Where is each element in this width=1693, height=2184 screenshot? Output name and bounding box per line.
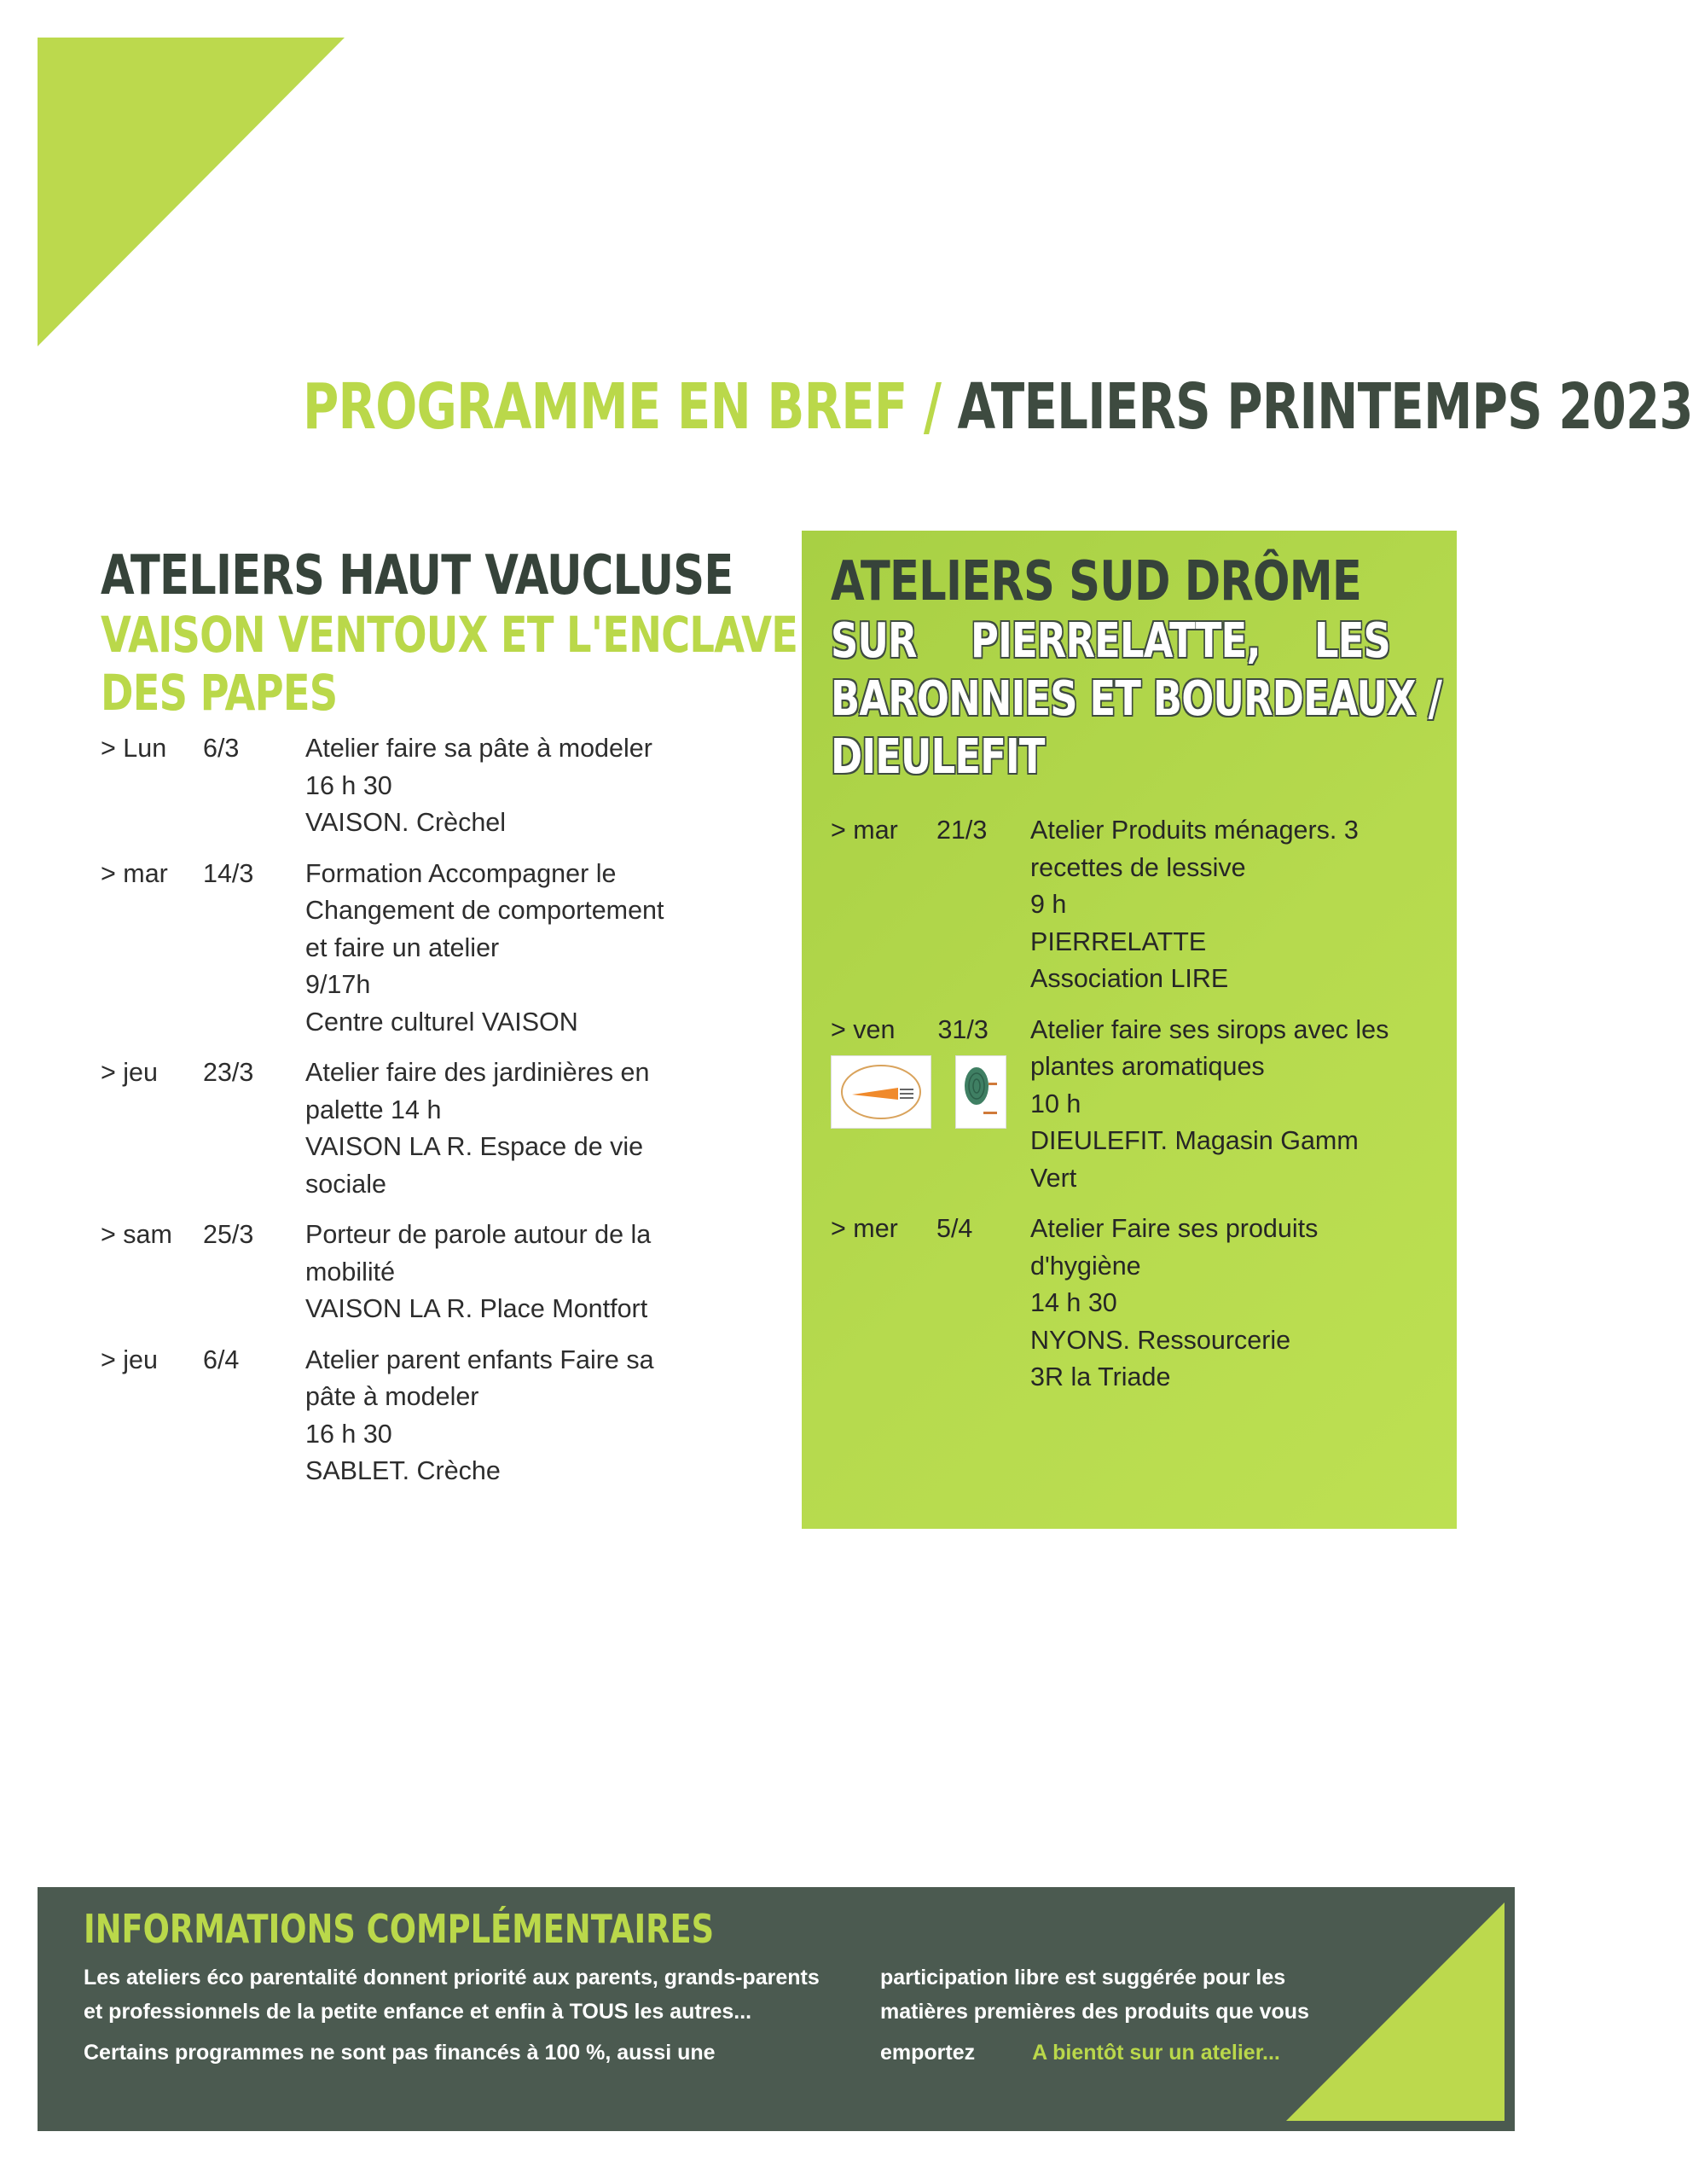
info-line: Certains programmes ne sont pas financés à 100 %, aussi une bbox=[84, 2041, 716, 2065]
closing-message: A bientôt sur un atelier... bbox=[1032, 2041, 1280, 2065]
fingerprint-logo-icon bbox=[961, 1060, 1000, 1124]
haut-vaucluse-heading: ATELIERS HAUT VAUCLUSE bbox=[101, 544, 733, 607]
event-description bbox=[305, 1054, 749, 1203]
subheading-word: PIERRELATTE, bbox=[971, 613, 1261, 669]
haut-vaucluse-events bbox=[101, 730, 749, 1490]
event-description bbox=[1030, 812, 1445, 998]
subheading-line: VAISON VENTOUX ET L'ENCLAVE bbox=[101, 606, 798, 664]
partner-logo-carrot bbox=[831, 1055, 931, 1129]
title-part-1: PROGRAMME EN BREF / bbox=[303, 370, 942, 444]
event-date: 6/4 bbox=[203, 1345, 240, 1374]
event-description bbox=[1030, 1012, 1445, 1198]
event-item bbox=[831, 1211, 1445, 1397]
title-part-2: ATELIERS PRINTEMPS 2023 bbox=[957, 370, 1693, 444]
event-day: > mer bbox=[831, 1214, 898, 1243]
event-date: 25/3 bbox=[203, 1220, 254, 1249]
event-date: 23/3 bbox=[203, 1058, 254, 1087]
event-day: > mar bbox=[101, 858, 168, 888]
event-day: > jeu bbox=[101, 1058, 158, 1087]
haut-vaucluse-subheading bbox=[101, 606, 798, 722]
event-item bbox=[101, 1342, 749, 1490]
event-line: VAISON LA R. Espace de vie bbox=[305, 1132, 644, 1161]
event-item bbox=[831, 1012, 1445, 1198]
event-line: Atelier Faire ses produits bbox=[1030, 1214, 1319, 1243]
event-date: 21/3 bbox=[936, 816, 988, 845]
event-date: 5/4 bbox=[936, 1214, 973, 1243]
corner-triangle-decoration bbox=[38, 38, 345, 346]
event-line: 14 h 30 bbox=[1030, 1288, 1117, 1317]
event-line: Atelier faire sa pâte à modeler bbox=[305, 734, 652, 763]
subheading-line: BARONNIES ET BOURDEAUX / bbox=[831, 671, 1442, 727]
event-line: 3R la Triade bbox=[1030, 1362, 1171, 1391]
event-line: 16 h 30 bbox=[305, 770, 392, 800]
event-line: Atelier faire des jardinières en bbox=[305, 1058, 650, 1087]
partner-logos bbox=[831, 1055, 1030, 1129]
event-line: DIEULEFIT. Magasin Gamm bbox=[1030, 1126, 1359, 1155]
subheading-word: SUR bbox=[831, 613, 917, 669]
info-title: INFORMATIONS COMPLÉMENTAIRES bbox=[84, 1906, 715, 1952]
event-day: > sam bbox=[101, 1220, 172, 1249]
event-line: VAISON LA R. Place Montfort bbox=[305, 1294, 648, 1323]
event-day: > mar bbox=[831, 816, 898, 845]
info-paragraph-2 bbox=[84, 2036, 902, 2070]
event-line: Changement de comportement bbox=[305, 896, 664, 925]
event-line: NYONS. Ressourcerie bbox=[1030, 1325, 1291, 1355]
event-line: palette 14 h bbox=[305, 1095, 442, 1124]
event-line: PIERRELATTE bbox=[1030, 926, 1207, 956]
event-date: 6/3 bbox=[203, 734, 240, 763]
info-corner-triangle bbox=[1276, 1892, 1515, 2131]
event-day: > Lun bbox=[101, 734, 167, 763]
info-section bbox=[38, 1887, 1515, 2131]
event-line: sociale bbox=[305, 1169, 386, 1199]
event-line: VAISON. Crèchel bbox=[305, 808, 507, 837]
event-line: Atelier parent enfants Faire sa bbox=[305, 1345, 654, 1374]
event-description bbox=[305, 1342, 749, 1490]
event-item bbox=[101, 856, 749, 1042]
info-line: emportez bbox=[880, 2041, 976, 2065]
sud-drome-subheading bbox=[831, 613, 1442, 787]
event-line: d'hygiène bbox=[1030, 1251, 1141, 1281]
event-line: SABLET. Crèche bbox=[305, 1456, 501, 1485]
haut-vaucluse-section bbox=[101, 544, 798, 1504]
event-line: 9/17h bbox=[305, 970, 371, 999]
subheading-line: DES PAPES bbox=[101, 664, 338, 722]
event-description bbox=[305, 730, 749, 842]
event-day: > ven bbox=[831, 1014, 896, 1044]
event-line: Porteur de parole autour de la bbox=[305, 1220, 652, 1249]
subheading-word: LES bbox=[1313, 613, 1390, 669]
event-line: 10 h bbox=[1030, 1089, 1081, 1118]
info-line: matières premières des produits que vous bbox=[880, 2000, 1309, 2024]
info-line: Les ateliers éco parentalité donnent priorité aux parents, grands-parents bbox=[84, 1966, 820, 1989]
event-line: pâte à modeler bbox=[305, 1382, 479, 1411]
event-line: Vert bbox=[1030, 1163, 1077, 1193]
carrot-logo-icon bbox=[838, 1062, 924, 1122]
page-title bbox=[303, 370, 1693, 444]
subheading-line: DIEULEFIT bbox=[831, 729, 1045, 785]
event-description bbox=[305, 856, 749, 1042]
event-line: plantes aromatiques bbox=[1030, 1052, 1265, 1081]
event-description bbox=[1030, 1211, 1445, 1397]
partner-logo-fingerprint bbox=[955, 1055, 1006, 1129]
event-line: mobilité bbox=[305, 1257, 396, 1287]
event-item bbox=[101, 1054, 749, 1203]
event-date: 31/3 bbox=[937, 1014, 989, 1044]
event-date: 14/3 bbox=[203, 858, 254, 888]
event-line: Formation Accompagner le bbox=[305, 858, 617, 888]
event-line: Atelier faire ses sirops avec les bbox=[1030, 1014, 1389, 1044]
event-description bbox=[305, 1217, 749, 1328]
sud-drome-section bbox=[802, 531, 1457, 1529]
info-line: et professionnels de la petite enfance et enfin à TOUS les autres... bbox=[84, 2000, 752, 2024]
event-line: recettes de lessive bbox=[1030, 852, 1246, 882]
sud-drome-events bbox=[831, 812, 1445, 1397]
info-paragraph-1 bbox=[84, 1960, 902, 2029]
event-item bbox=[831, 812, 1445, 998]
event-line: 16 h 30 bbox=[305, 1419, 392, 1449]
event-item bbox=[101, 730, 749, 842]
event-item bbox=[101, 1217, 749, 1328]
event-day: > jeu bbox=[101, 1345, 158, 1374]
event-line: 9 h bbox=[1030, 890, 1067, 919]
event-line: Centre culturel VAISON bbox=[305, 1007, 578, 1037]
info-line: participation libre est suggérée pour les bbox=[880, 1966, 1286, 1989]
event-line: et faire un atelier bbox=[305, 932, 500, 962]
event-line: Atelier Produits ménagers. 3 bbox=[1030, 816, 1359, 845]
sud-drome-heading: ATELIERS SUD DRÔME bbox=[831, 550, 1362, 613]
event-line: Association LIRE bbox=[1030, 964, 1229, 993]
